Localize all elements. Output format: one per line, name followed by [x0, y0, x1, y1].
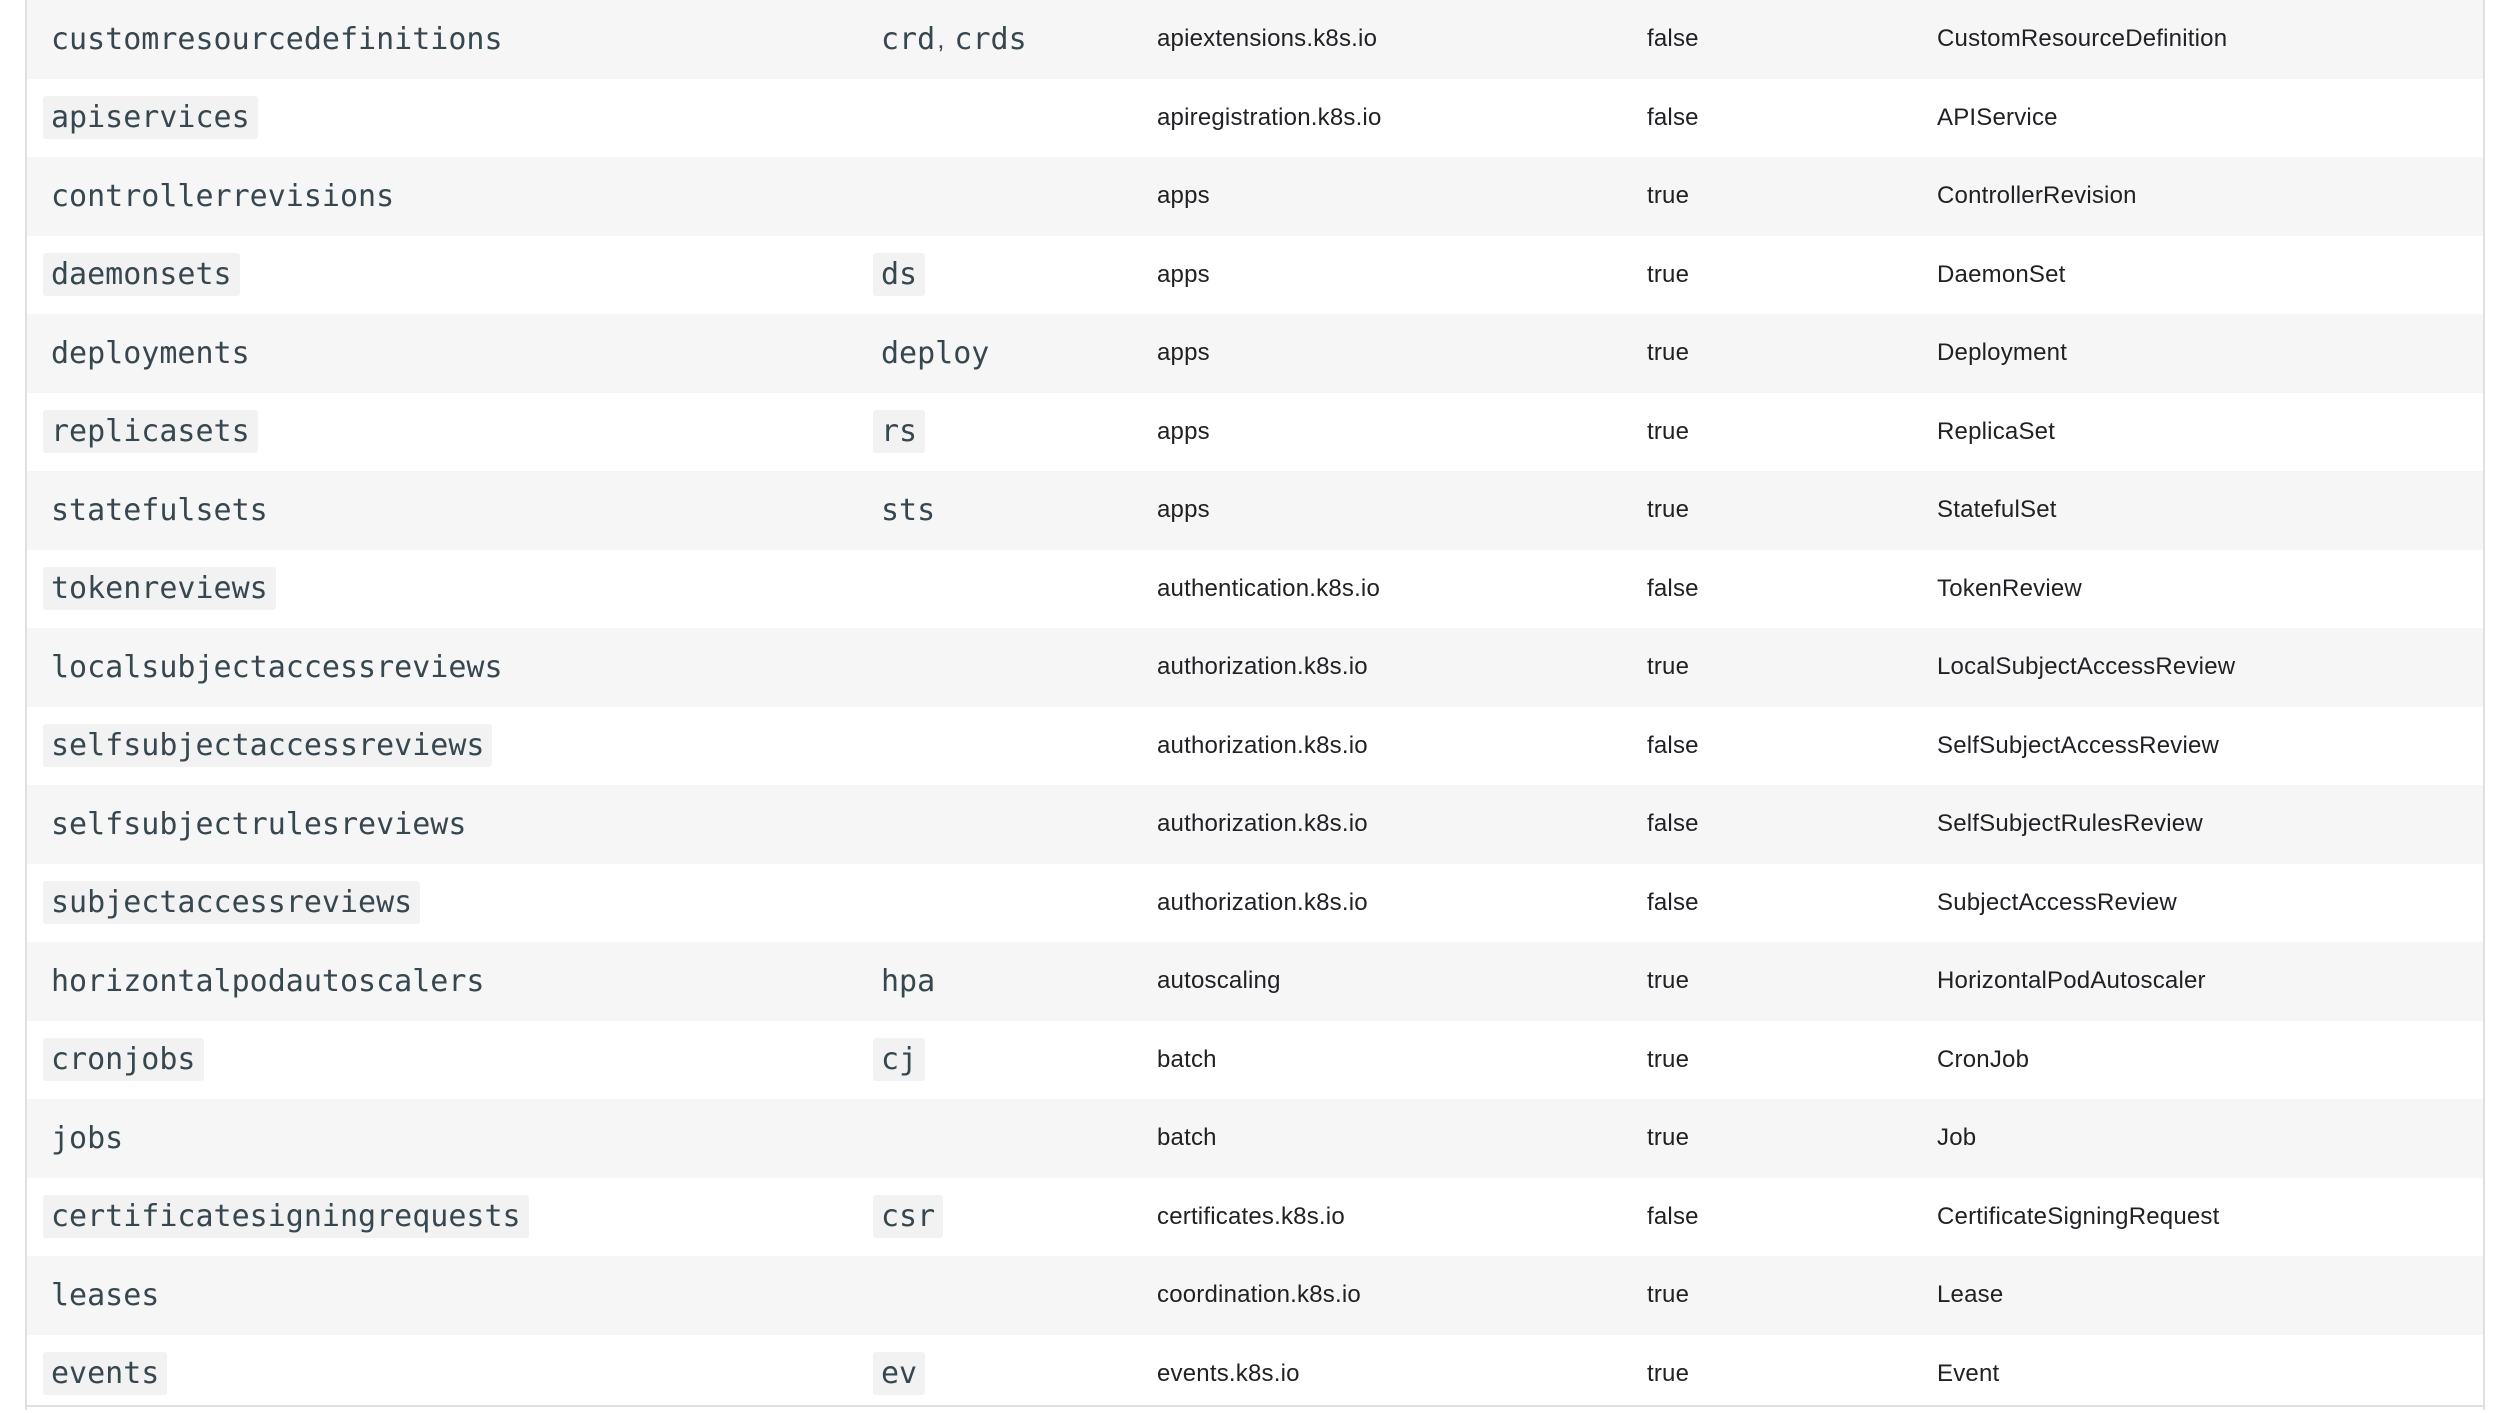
- namespaced-value-cell: [1647, 1335, 1689, 1413]
- namespaced-value: true: [1647, 182, 1689, 210]
- namespaced-value-cell: [1647, 1099, 1689, 1178]
- table-row: [27, 79, 2483, 158]
- shortname: rs: [873, 410, 925, 453]
- namespaced-value: true: [1647, 418, 1689, 446]
- shortnames-cell: [873, 1178, 943, 1257]
- resource-name: customresourcedefinitions: [43, 18, 511, 61]
- table-row: [27, 628, 2483, 707]
- namespaced-value: true: [1647, 653, 1689, 681]
- namespaced-value: false: [1647, 104, 1699, 132]
- api-group: apps: [1157, 418, 1210, 446]
- api-group-cell: [1157, 157, 1210, 236]
- api-group-cell: [1157, 1256, 1361, 1335]
- table-row: [27, 1099, 2483, 1178]
- api-group-cell: [1157, 314, 1210, 393]
- api-group: batch: [1157, 1124, 1217, 1152]
- kind: ReplicaSet: [1937, 418, 2055, 446]
- kind: TokenReview: [1937, 575, 2082, 603]
- resource-name: replicasets: [43, 410, 258, 453]
- namespaced-value-cell: [1647, 1021, 1689, 1100]
- table-row: [27, 314, 2483, 393]
- kind-cell: [1937, 1099, 1976, 1178]
- namespaced-value: false: [1647, 810, 1699, 838]
- shortnames-cell: [873, 1335, 925, 1413]
- resource-name-cell: [43, 314, 258, 393]
- shortnames-cell: [873, 1021, 925, 1100]
- shortnames-cell: [873, 471, 943, 550]
- api-group-cell: [1157, 393, 1210, 472]
- kind-cell: [1937, 471, 2057, 550]
- resource-name-cell: [43, 864, 420, 943]
- api-group: batch: [1157, 1046, 1217, 1074]
- resource-name: localsubjectaccessreviews: [43, 646, 511, 689]
- resource-name-cell: [43, 628, 511, 707]
- kind: HorizontalPodAutoscaler: [1937, 967, 2206, 995]
- namespaced-value-cell: [1647, 236, 1689, 315]
- api-group-cell: [1157, 79, 1382, 158]
- resource-name-cell: [43, 157, 402, 236]
- api-group: apiextensions.k8s.io: [1157, 25, 1377, 53]
- namespaced-value-cell: [1647, 157, 1689, 236]
- shortnames-cell: [873, 236, 925, 315]
- kind: Lease: [1937, 1281, 2003, 1309]
- shortname: deploy: [873, 332, 997, 375]
- kind-cell: [1937, 942, 2206, 1021]
- api-group: authorization.k8s.io: [1157, 653, 1368, 681]
- table-row: [27, 942, 2483, 1021]
- api-resources-table: [25, 0, 2485, 1410]
- shortnames-cell: [873, 314, 997, 393]
- resource-name-cell: [43, 707, 492, 786]
- table-row: [27, 1335, 2483, 1413]
- table-row: [27, 236, 2483, 315]
- namespaced-value: true: [1647, 496, 1689, 524]
- api-group: authorization.k8s.io: [1157, 810, 1368, 838]
- kind: SelfSubjectAccessReview: [1937, 732, 2219, 760]
- kind: LocalSubjectAccessReview: [1937, 653, 2235, 681]
- resource-name-cell: [43, 471, 276, 550]
- api-group-cell: [1157, 1335, 1300, 1413]
- resource-name: subjectaccessreviews: [43, 881, 420, 924]
- table-row: [27, 471, 2483, 550]
- namespaced-value: true: [1647, 1281, 1689, 1309]
- kind: Job: [1937, 1124, 1976, 1152]
- resource-name: events: [43, 1352, 167, 1395]
- namespaced-value: false: [1647, 732, 1699, 760]
- api-group-cell: [1157, 628, 1368, 707]
- namespaced-value: true: [1647, 339, 1689, 367]
- api-group: apps: [1157, 261, 1210, 289]
- kind-cell: [1937, 157, 2137, 236]
- namespaced-value-cell: [1647, 864, 1699, 943]
- resource-name: statefulsets: [43, 489, 276, 532]
- shortnames-cell: [873, 393, 925, 472]
- kind: DaemonSet: [1937, 261, 2066, 289]
- resource-name: jobs: [43, 1117, 131, 1160]
- table-row: [27, 1021, 2483, 1100]
- namespaced-value: false: [1647, 1203, 1699, 1231]
- kind-cell: [1937, 550, 2082, 629]
- api-group-cell: [1157, 1178, 1345, 1257]
- namespaced-value-cell: [1647, 0, 1699, 79]
- api-group-cell: [1157, 236, 1210, 315]
- namespaced-value: false: [1647, 575, 1699, 603]
- resource-name-cell: [43, 1178, 529, 1257]
- kind: CertificateSigningRequest: [1937, 1203, 2220, 1231]
- resource-name: certificatesigningrequests: [43, 1195, 529, 1238]
- resource-name-cell: [43, 236, 240, 315]
- resource-name: daemonsets: [43, 253, 240, 296]
- namespaced-value-cell: [1647, 79, 1699, 158]
- table-row: [27, 157, 2483, 236]
- kind: Deployment: [1937, 339, 2067, 367]
- resource-name-cell: [43, 79, 258, 158]
- table-row: [27, 1256, 2483, 1335]
- namespaced-value: true: [1647, 967, 1689, 995]
- resource-name-cell: [43, 1335, 167, 1413]
- kind-cell: [1937, 707, 2219, 786]
- api-group-cell: [1157, 785, 1368, 864]
- table-row: [27, 550, 2483, 629]
- kind-cell: [1937, 0, 2227, 79]
- resource-name: horizontalpodautoscalers: [43, 960, 492, 1003]
- api-group-cell: [1157, 550, 1380, 629]
- namespaced-value-cell: [1647, 1178, 1699, 1257]
- api-group: authorization.k8s.io: [1157, 889, 1368, 917]
- api-group: authentication.k8s.io: [1157, 575, 1380, 603]
- api-group: apps: [1157, 182, 1210, 210]
- namespaced-value: true: [1647, 261, 1689, 289]
- shortname: ds: [873, 253, 925, 296]
- table-row: [27, 785, 2483, 864]
- table-row: [27, 864, 2483, 943]
- shortname: crds: [946, 18, 1034, 61]
- table-row: [27, 1178, 2483, 1257]
- namespaced-value-cell: [1647, 314, 1689, 393]
- namespaced-value: false: [1647, 25, 1699, 53]
- namespaced-value: true: [1647, 1360, 1689, 1388]
- resource-name: tokenreviews: [43, 567, 276, 610]
- kind-cell: [1937, 785, 2203, 864]
- kind-cell: [1937, 1256, 2003, 1335]
- api-group-cell: [1157, 707, 1368, 786]
- shortname: crd: [873, 18, 943, 61]
- kind: CronJob: [1937, 1046, 2029, 1074]
- kind-cell: [1937, 1021, 2029, 1100]
- shortname: csr: [873, 1195, 943, 1238]
- resource-name-cell: [43, 942, 492, 1021]
- table-row: [27, 393, 2483, 472]
- kind-cell: [1937, 236, 2066, 315]
- api-group-cell: [1157, 0, 1377, 79]
- kind: ControllerRevision: [1937, 182, 2137, 210]
- table-row: [27, 0, 2483, 79]
- kind-cell: [1937, 628, 2235, 707]
- resource-name-cell: [43, 550, 276, 629]
- shortname-separator: ,: [937, 24, 944, 55]
- namespaced-value-cell: [1647, 628, 1689, 707]
- kind-cell: [1937, 79, 2058, 158]
- kind-cell: [1937, 1335, 1999, 1413]
- shortnames-cell: [873, 942, 943, 1021]
- api-group: certificates.k8s.io: [1157, 1203, 1345, 1231]
- resource-name: apiservices: [43, 96, 258, 139]
- kind-cell: [1937, 1178, 2220, 1257]
- kind: SubjectAccessReview: [1937, 889, 2177, 917]
- resource-name: selfsubjectrulesreviews: [43, 803, 474, 846]
- namespaced-value-cell: [1647, 550, 1699, 629]
- namespaced-value-cell: [1647, 471, 1689, 550]
- api-group-cell: [1157, 1021, 1217, 1100]
- namespaced-value: true: [1647, 1046, 1689, 1074]
- resource-name-cell: [43, 393, 258, 472]
- api-group: authorization.k8s.io: [1157, 732, 1368, 760]
- kind: CustomResourceDefinition: [1937, 25, 2227, 53]
- kind-cell: [1937, 314, 2067, 393]
- namespaced-value: false: [1647, 889, 1699, 917]
- kind: Event: [1937, 1360, 1999, 1388]
- api-group: autoscaling: [1157, 967, 1281, 995]
- shortnames-cell: [873, 0, 1035, 79]
- kind-cell: [1937, 393, 2055, 472]
- kind: SelfSubjectRulesReview: [1937, 810, 2203, 838]
- api-group-cell: [1157, 471, 1210, 550]
- shortname: ev: [873, 1352, 925, 1395]
- resource-name-cell: [43, 0, 511, 79]
- resource-name: cronjobs: [43, 1038, 204, 1081]
- resource-name-cell: [43, 1099, 131, 1178]
- shortname: cj: [873, 1038, 925, 1081]
- namespaced-value: true: [1647, 1124, 1689, 1152]
- resource-name-cell: [43, 1256, 167, 1335]
- resource-name-cell: [43, 1021, 204, 1100]
- resource-name-cell: [43, 785, 474, 864]
- api-group: apps: [1157, 339, 1210, 367]
- resource-name: controllerrevisions: [43, 175, 402, 218]
- api-group-cell: [1157, 942, 1281, 1021]
- table-row: [27, 707, 2483, 786]
- resource-name: leases: [43, 1274, 167, 1317]
- kind: StatefulSet: [1937, 496, 2057, 524]
- shortname: hpa: [873, 960, 943, 1003]
- api-group: events.k8s.io: [1157, 1360, 1300, 1388]
- resource-name: selfsubjectaccessreviews: [43, 724, 492, 767]
- namespaced-value-cell: [1647, 707, 1699, 786]
- api-group: apps: [1157, 496, 1210, 524]
- api-group: apiregistration.k8s.io: [1157, 104, 1382, 132]
- kind-cell: [1937, 864, 2177, 943]
- namespaced-value-cell: [1647, 785, 1699, 864]
- namespaced-value-cell: [1647, 942, 1689, 1021]
- api-group: coordination.k8s.io: [1157, 1281, 1361, 1309]
- resource-name: deployments: [43, 332, 258, 375]
- kind: APIService: [1937, 104, 2058, 132]
- namespaced-value-cell: [1647, 1256, 1689, 1335]
- namespaced-value-cell: [1647, 393, 1689, 472]
- api-group-cell: [1157, 864, 1368, 943]
- table-bottom-border: [25, 1405, 2485, 1407]
- shortname: sts: [873, 489, 943, 532]
- api-group-cell: [1157, 1099, 1217, 1178]
